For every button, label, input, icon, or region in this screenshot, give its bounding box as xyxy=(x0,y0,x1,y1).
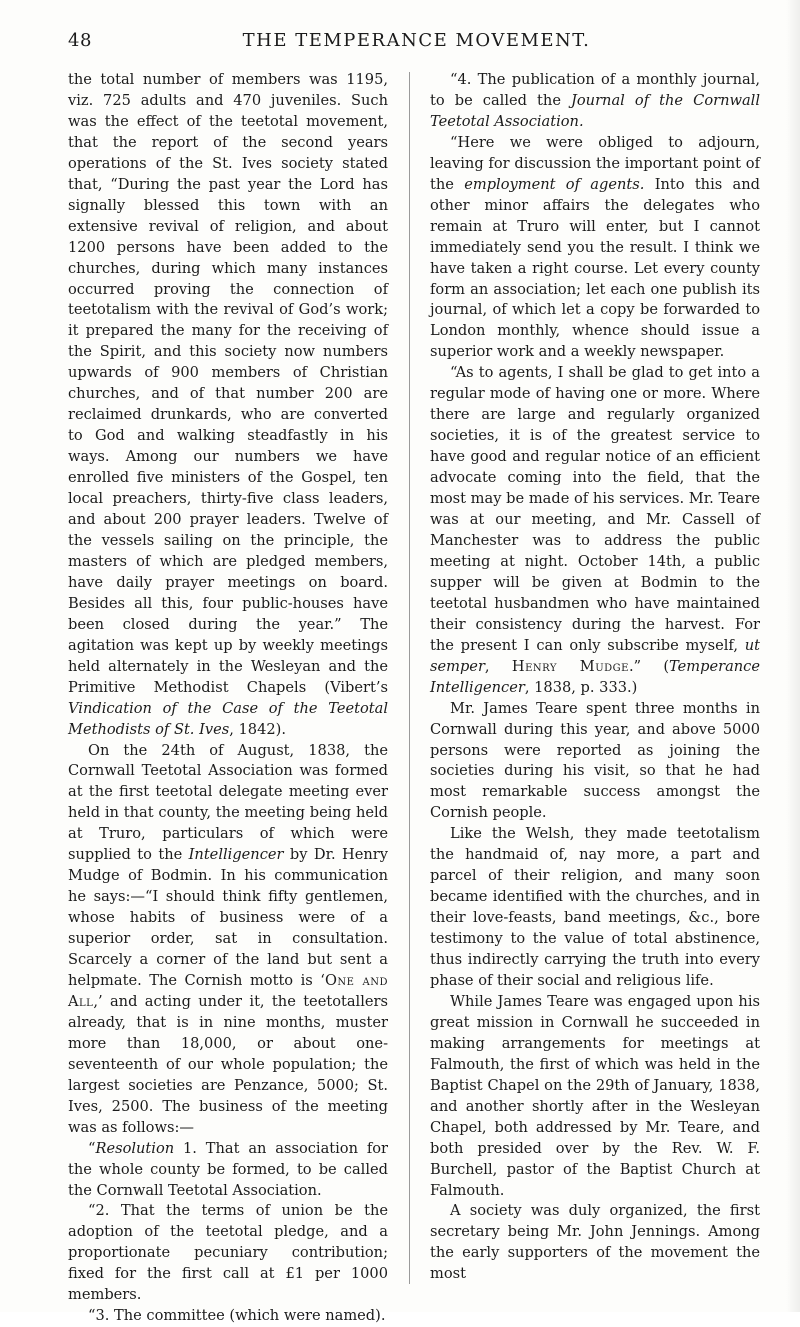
page-header xyxy=(68,30,765,56)
paragraph-welsh: Like the Welsh, they made teetotalism the handmaid of, nay more, a part and parcel of their religion, and many soon became identified with the churches, and in their love-feasts, band meetings, &c., bore testimony to the value of total abstinence, thus indirectly carrying the truth into every phase of their social and religious life. xyxy=(430,825,760,989)
page-edge-shadow xyxy=(786,0,800,1312)
paragraph-adjourn: “Here we were obliged to adjourn, leaving for discussion the important point of the employment of agents. Into this and other minor affairs the delegates who remain at Truro will enter, but I cannot immediately send you the result. I think we have taken a right course. Let every county form an association; let each one publish its journal, of which let a copy be forwarded to London monthly, whence should issue a superior work and a weekly newspaper. xyxy=(430,133,760,361)
citation-vibert: Vindication of the Case of the Teetotal Methodists of St. Ives xyxy=(68,699,388,738)
emphasis-agents: employment of agents. xyxy=(464,175,645,193)
paragraph-james-teare: Mr. James Teare spent three months in Cornwall during this year, and above 5000 persons were reported as joining the societies during his visit, so that he had most remarkable success amongst the Cornish people. xyxy=(430,699,760,822)
column-divider xyxy=(409,72,410,1284)
paragraph-resolution-3: “3. The committee (which were named). xyxy=(88,1307,386,1325)
paragraph-society: A society was duly organized, the first secretary being Mr. John Jennings. Among the early supporters of the movement the most xyxy=(430,1202,760,1283)
latin-phrase: ut semper xyxy=(430,636,760,675)
citation-intelligencer: Intelligencer xyxy=(188,846,284,864)
citation-journal: Journal of the Cornwall Teetotal Association. xyxy=(430,91,761,130)
paragraph-resolution-4: “4. The publication of a monthly journal, to be called the Journal of the Cornwall Teetotal Association. xyxy=(430,71,761,130)
left-column xyxy=(68,70,388,1327)
cornish-motto: One and All xyxy=(68,971,388,1010)
paragraph-resolution-1: “Resolution 1. That an association for the whole county be formed, to be called the Cornwall Teetotal Association. xyxy=(68,1139,388,1199)
paragraph-cornwall-association: On the 24th of August, 1838, the Cornwall Teetotal Association was formed at the first teetotal delegate meeting ever held in that county, the meeting being held at Truro, particulars of which were supplied to the Intelligencer by Dr. Henry Mudge of Bodmin. In his communication he says:—“I should think fifty gentlemen, whose habits of business were of a superior order, sat in consultation. Scarcely a corner of the land but sent a helpmate. The Cornish motto is ‘One and All,’ and acting under it, the teetotallers already, that is in nine months, muster more than 18,000, or about one-seventeenth of our whole population; the largest societies are Penzance, 5000; St. Ives, 2500. The business of the meeting was as follows:— xyxy=(68,741,388,1136)
signature-name: Henry Mudge xyxy=(511,657,629,675)
paragraph-resolution-2: “2. That the terms of union be the adoption of the teetotal pledge, and a proportionate pecuniary contribution; fixed for the first call at £1 per 1000 members. xyxy=(68,1202,388,1304)
paragraph-falmouth: While James Teare was engaged upon his great mission in Cornwall he succeeded in making arrangements for meetings at Falmouth, the first of which was held in the Baptist Chapel on the 29th of January, 1838, and another shortly after in the Wesleyan Chapel, both addressed by Mr. Teare, and both presided over by the Rev. W. F. Burchell, pastor of the Baptist Church at Falmouth. xyxy=(430,992,760,1199)
paragraph-agents: “As to agents, I shall be glad to get into a regular mode of having one or more. Where there are large and regularly organized societies, it is of the greatest service to have good and regular notice of an efficient advocate coming into the field, that the most may be made of his services. Mr. Teare was at our meeting, and Mr. Cassell of Manchester was to address the public meeting at night. October 14th, a public supper will be given at Bodmin to the teetotal husbandmen who have maintained their consistency during the harvest. For the present I can only subscribe myself, ut semper, Henry Mudge.” (Temperance Intelligencer, 1838, p. 333.) xyxy=(430,364,760,696)
running-title: THE TEMPERANCE MOVEMENT. xyxy=(242,30,591,51)
page-number: 48 xyxy=(68,30,92,51)
resolution-label: Resolution xyxy=(95,1139,175,1157)
citation-temperance-intelligencer: Temperance Intelligencer xyxy=(430,657,760,696)
paragraph-st-ives-report: the total number of members was 1195, viz. 725 adults and 470 juveniles. Such was the effect of the teetotal movement, that the report of the second years operations of the St. Ives society stated that, “During the past year the Lord has signally blessed this town with an extensive revival of religion, and about 1200 persons have been added to the churches, during which many instances occurred proving the connection of teetotalism with the revival of God’s work; it prepared the many for the receiving of the Spirit, and this society now numbers upwards of 900 members of Christian churches, and of that number 200 are reclaimed drunkards, who are converted to God and walking steadfastly in his ways. Among our numbers we have enrolled five ministers of the Gospel, ten local preachers, thirty-five class leaders, and about 200 prayer leaders. Twelve of the vessels sailing on the principle, the masters of which are pledged members, have daily prayer meetings on board. Besides all this, four public-houses have been closed during the year.” The agitation was kept up by weekly meetings held alternately in the Wesleyan and the Primitive Methodist Chapels (Vibert’s Vindication of the Case of the Teetotal Methodists of St. Ives, 1842). xyxy=(68,71,388,738)
right-column xyxy=(430,70,760,1285)
